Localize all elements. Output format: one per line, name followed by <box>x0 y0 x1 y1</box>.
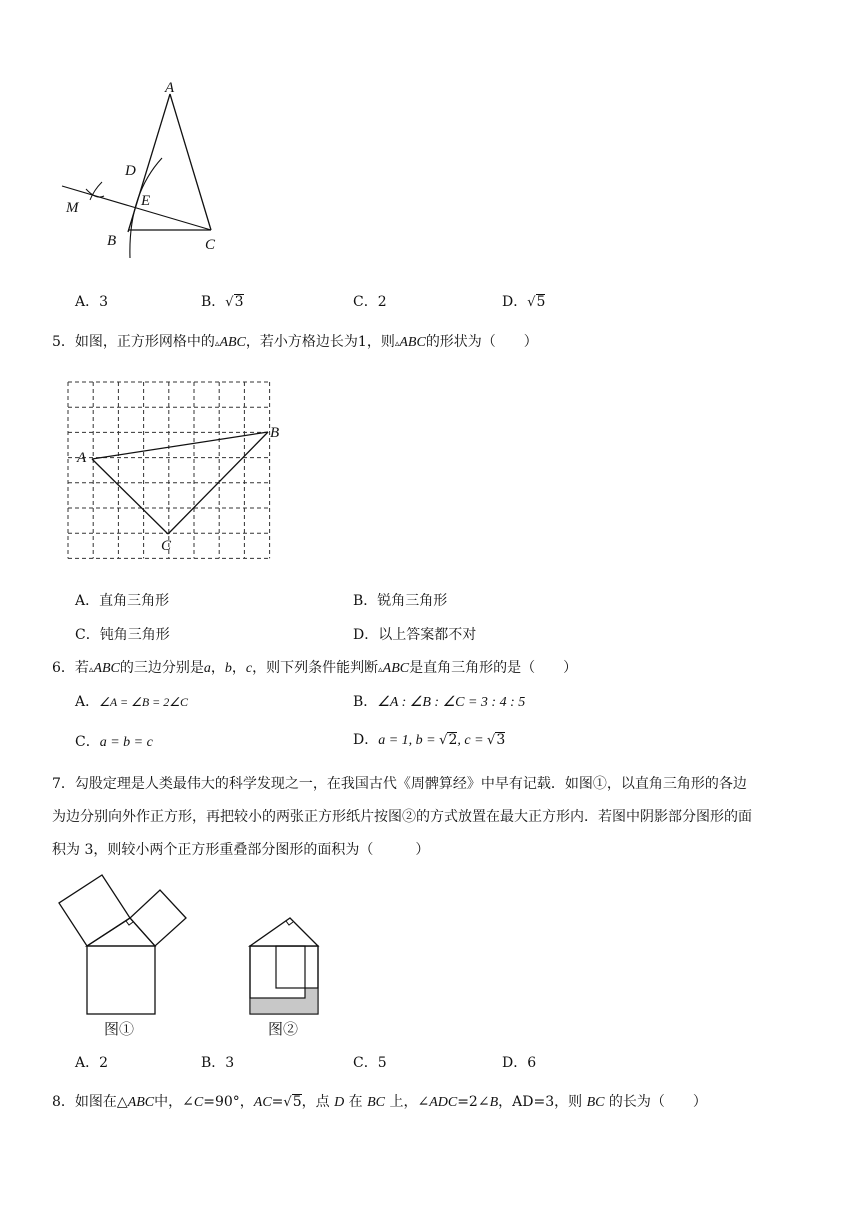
q8-AC: AC <box>253 1095 272 1110</box>
q4-label-M: M <box>66 200 79 216</box>
q5-option-b-letter: B． <box>353 593 378 609</box>
q6-option-d-pre: a = 1, b = <box>378 733 440 748</box>
q8-tri: ABC <box>127 1095 155 1110</box>
q6-option-c-text: a = b = c <box>99 735 153 750</box>
q4-label-A: A <box>165 80 175 96</box>
q5-option-b[interactable] <box>353 590 447 610</box>
q4-option-b-radicand: 3 <box>234 294 244 310</box>
q5-label-A: A <box>77 450 87 466</box>
q5-option-a-text: 直角三角形 <box>99 593 170 609</box>
q6-stem-part-1: 若 <box>74 660 89 676</box>
q7-option-d[interactable] <box>502 1052 536 1072</box>
q4-label-E: E <box>141 193 151 209</box>
q7-fig1-caption: 图① <box>104 1022 135 1038</box>
q5-option-b-text: 锐角三角形 <box>377 593 448 609</box>
q6-stem-part-2: 的三边分别是 <box>119 660 204 676</box>
q8-B: B <box>489 1095 499 1110</box>
q6-option-d-letter: D． <box>353 732 379 748</box>
q8-p8: =2∠ <box>457 1094 490 1110</box>
q7-fig2-caption: 图② <box>268 1022 299 1038</box>
small-triangle-icon: ▵ <box>394 339 400 349</box>
q6-option-b[interactable] <box>353 691 525 711</box>
q5-option-d-text: 以上答案都不对 <box>378 627 477 643</box>
q5-number: 5． <box>52 334 75 350</box>
q5-label-C: C <box>161 538 172 554</box>
q6-option-b-letter: B． <box>353 694 378 710</box>
q6-option-a-letter: A． <box>75 694 100 710</box>
q7-option-c-letter: C． <box>353 1055 378 1071</box>
q8-p3: =90°， <box>203 1094 254 1110</box>
q6-option-d-r2: 3 <box>496 732 506 748</box>
q5-option-d-letter: D． <box>353 627 379 643</box>
small-triangle-icon: ▵ <box>214 339 220 349</box>
radical-sign-icon: √ <box>439 733 448 748</box>
q6-tri: ABC <box>93 661 120 676</box>
q8-ADC: ADC <box>429 1095 458 1110</box>
q4-option-c-text: 2 <box>377 294 387 310</box>
q6-option-d-r1: 2 <box>448 732 458 748</box>
q8-p4: = <box>271 1094 284 1110</box>
q6-option-d-mid: , c = <box>457 733 488 748</box>
q6-option-b-text: ∠A : ∠B : ∠C = 3 : 4 : 5 <box>377 695 526 710</box>
q7-stem-line-2: 为边分别向外作正方形，再把较小的两张正方形纸片按图②的方式放置在最大正方形内．若图中阴影部分图形的面 <box>52 809 752 825</box>
q4-option-b-letter: B． <box>201 294 226 310</box>
q4-option-d-radicand: 5 <box>536 294 546 310</box>
q5-stem-part-1: 如图，正方形网格中的 <box>74 334 215 350</box>
q5-label-B: B <box>270 425 280 441</box>
q6-option-d[interactable] <box>353 729 505 749</box>
q8-number: 8． <box>52 1094 75 1110</box>
q6-option-a-text: ∠A = ∠B = 2∠C <box>99 695 189 709</box>
q7-option-b-letter: B． <box>201 1055 226 1071</box>
q6-c: c <box>245 661 253 676</box>
q6-a: a <box>203 661 211 676</box>
q5-option-c-text: 钝角三角形 <box>99 627 170 643</box>
q7-option-d-letter: D． <box>502 1055 528 1071</box>
q7-line-1: 勾股定理是人类最伟大的科学发现之一，在我国古代《周髀算经》中早有记载．如图①，以直角三角形的各边 <box>74 776 747 792</box>
q4-option-d-letter: D． <box>502 294 528 310</box>
q8-radicand: 5 <box>292 1094 302 1110</box>
radical-sign-icon: √ <box>527 295 536 310</box>
q8-p7: 上，∠ <box>385 1094 430 1110</box>
q7-option-b[interactable] <box>201 1052 234 1072</box>
q7-number: 7． <box>52 776 75 792</box>
q5-tri: ABC <box>219 335 246 350</box>
q4-label-B: B <box>107 233 117 249</box>
q7-option-a-letter: A． <box>75 1055 100 1071</box>
q7-figure-2 <box>0 0 340 1050</box>
q5-stem-part-2: ，若小方格边长为 <box>245 334 358 350</box>
q4-option-c[interactable] <box>353 291 387 311</box>
small-triangle-icon: ▵ <box>378 665 383 675</box>
q8-stem <box>52 1091 707 1111</box>
q5-option-d[interactable] <box>353 624 476 644</box>
q4-option-c-letter: C． <box>353 294 378 310</box>
q6-tri-2: ABC <box>382 661 410 676</box>
q6-stem-part-4: ， <box>231 660 246 676</box>
q5-option-a-letter: A． <box>75 593 100 609</box>
radical-sign-icon: √ <box>487 733 496 748</box>
radical-sign-icon: √ <box>225 295 234 310</box>
q6-b: b <box>224 661 232 676</box>
q8-BC: BC <box>367 1095 385 1110</box>
q8-p2: 中，∠ <box>154 1094 194 1110</box>
q6-stem-part-6: 是直角三角形的是（ ） <box>409 660 578 676</box>
q7-option-d-text: 6 <box>527 1055 537 1071</box>
q8-p6: 在 <box>344 1094 368 1110</box>
q6-stem-part-3: ， <box>210 660 225 676</box>
q8-BC2: BC <box>586 1095 605 1110</box>
q4-label-D: D <box>125 163 136 179</box>
q8-C: C <box>193 1095 204 1110</box>
q6-number: 6． <box>52 660 75 676</box>
q6-option-c-letter: C． <box>75 734 100 750</box>
q6-stem-part-5: ，则下列条件能判断 <box>252 660 379 676</box>
q4-label-C: C <box>205 237 216 253</box>
radical-sign-icon: √ <box>283 1095 292 1110</box>
q4-option-a-letter: A． <box>75 294 100 310</box>
q4-option-d[interactable] <box>502 291 545 311</box>
small-triangle-icon: ▵ <box>88 665 94 675</box>
q4-option-a-text: 3 <box>99 294 109 310</box>
q7-option-a-text: 2 <box>99 1055 109 1071</box>
q7-option-a[interactable] <box>75 1052 108 1072</box>
q7-option-c-text: 5 <box>377 1055 387 1071</box>
q7-stem-line-3: 积为 3，则较小两个正方形重叠部分图形的面积为（ ） <box>52 842 430 858</box>
q5-one: 1 <box>357 334 367 350</box>
q8-D: D <box>334 1095 345 1110</box>
q7-option-b-text: 3 <box>225 1055 235 1071</box>
q8-p10: 的长为（ ） <box>604 1094 707 1110</box>
q7-option-c[interactable] <box>353 1052 387 1072</box>
q8-p1: 如图在△ <box>74 1094 128 1110</box>
q5-option-c-letter: C． <box>75 627 100 643</box>
q5-stem-part-4: 的形状为（ ） <box>425 334 538 350</box>
q5-stem-part-3: ，则 <box>366 334 395 350</box>
q8-p5: ，点 <box>301 1094 335 1110</box>
q8-p9: ，AD=3，则 <box>498 1094 587 1110</box>
q5-tri-2: ABC <box>399 335 426 350</box>
